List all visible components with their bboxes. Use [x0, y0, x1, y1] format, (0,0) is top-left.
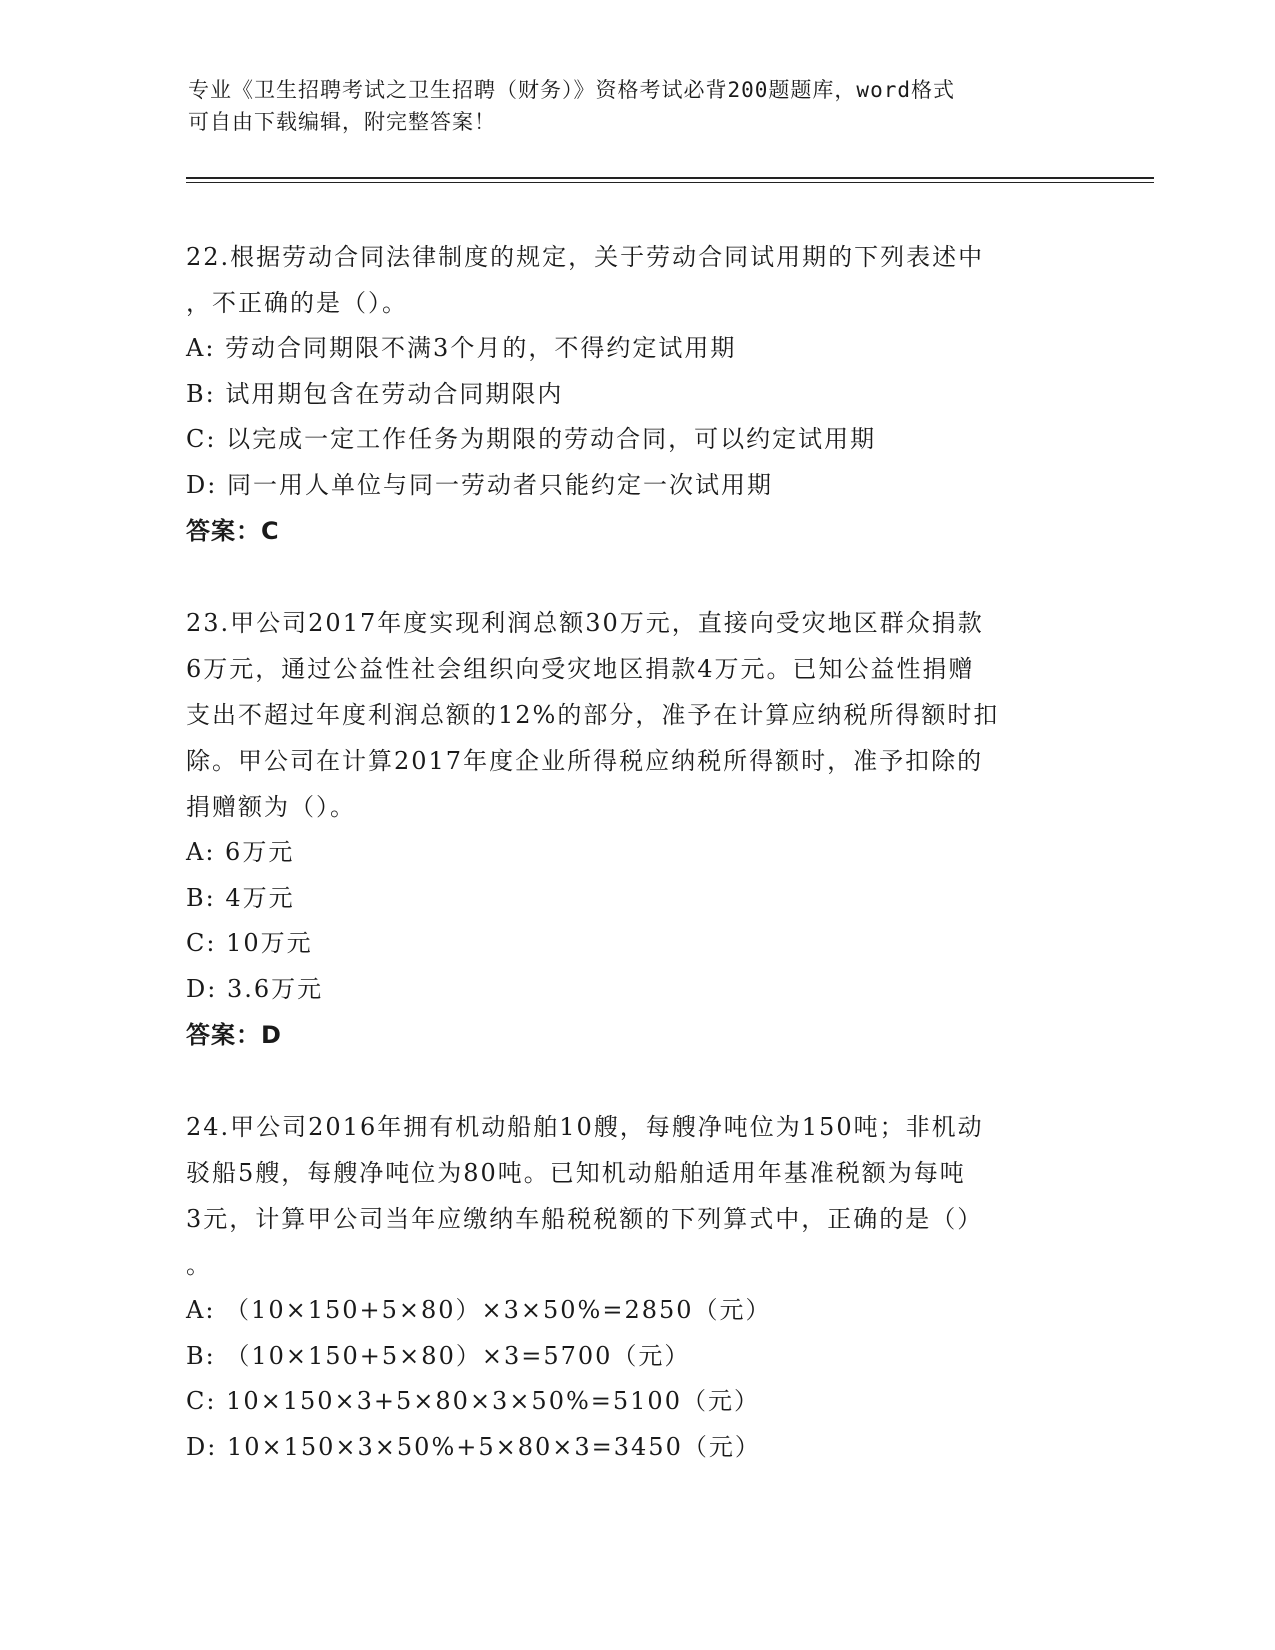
- question-23-option-a: A: 6万元: [186, 838, 295, 866]
- question-23-line-2: 6万元，通过公益性社会组织向受灾地区捐款4万元。已知公益性捐赠: [186, 655, 975, 683]
- question-22-option-c: C: 以完成一定工作任务为期限的劳动合同，可以约定试用期: [186, 425, 877, 453]
- question-23-line-4: 除。甲公司在计算2017年度企业所得税应纳税所得额时，准予扣除的: [186, 747, 984, 775]
- question-24-option-d: D: 10×150×3×50%+5×80×3=3450（元）: [186, 1432, 761, 1461]
- header-line-2: 可自由下载编辑，附完整答案！: [188, 110, 496, 134]
- question-22-line-2: ，不正确的是（）。: [186, 289, 408, 317]
- question-23-line-5: 捐赠额为（）。: [186, 793, 356, 821]
- question-24-line-1: 24.甲公司2016年拥有机动船舶10艘，每艘净吨位为150吨；非机动: [186, 1113, 984, 1141]
- question-22-option-d: D: 同一用人单位与同一劳动者只能约定一次试用期: [186, 470, 773, 499]
- question-23-line-1: 23.甲公司2017年度实现利润总额30万元，直接向受灾地区群众捐款: [186, 609, 984, 637]
- question-22: [186, 234, 1086, 554]
- question-24-option-a: A: （10×150+5×80）×3×50%=2850（元）: [186, 1296, 772, 1324]
- question-24: [186, 1104, 1086, 1470]
- question-24-option-b: B: （10×150+5×80）×3=5700（元）: [186, 1341, 691, 1370]
- question-24-line-2: 驳船5艘，每艘净吨位为80吨。已知机动船舶适用年基准税额为每吨: [186, 1159, 966, 1187]
- question-23-answer: 答案：D: [186, 1021, 282, 1049]
- question-22-answer: 答案：C: [186, 517, 280, 545]
- question-22-option-b: B: 试用期包含在劳动合同期限内: [186, 379, 564, 408]
- question-24-line-4: 。: [186, 1251, 212, 1279]
- question-23: [186, 600, 1086, 1058]
- question-23-line-3: 支出不超过年度利润总额的12%的部分，准予在计算应纳税所得额时扣: [186, 701, 1000, 729]
- header-line-1: 专业《卫生招聘考试之卫生招聘（财务）》资格考试必背200题题库，word格式: [188, 78, 955, 102]
- question-22-line-1: 22.根据劳动合同法律制度的规定，关于劳动合同试用期的下列表述中: [186, 243, 985, 271]
- question-23-option-c: C: 10万元: [186, 929, 313, 957]
- document-header: [188, 74, 1088, 138]
- question-22-option-a: A: 劳动合同期限不满3个月的，不得约定试用期: [186, 334, 737, 362]
- question-24-line-3: 3元，计算甲公司当年应缴纳车船税税额的下列算式中，正确的是（）: [186, 1205, 984, 1233]
- question-24-option-c: C: 10×150×3+5×80×3×50%=5100（元）: [186, 1387, 760, 1415]
- question-23-option-d: D: 3.6万元: [186, 974, 324, 1003]
- question-23-option-b: B: 4万元: [186, 883, 295, 912]
- header-divider: [186, 177, 1154, 183]
- question-list: [186, 234, 1086, 1516]
